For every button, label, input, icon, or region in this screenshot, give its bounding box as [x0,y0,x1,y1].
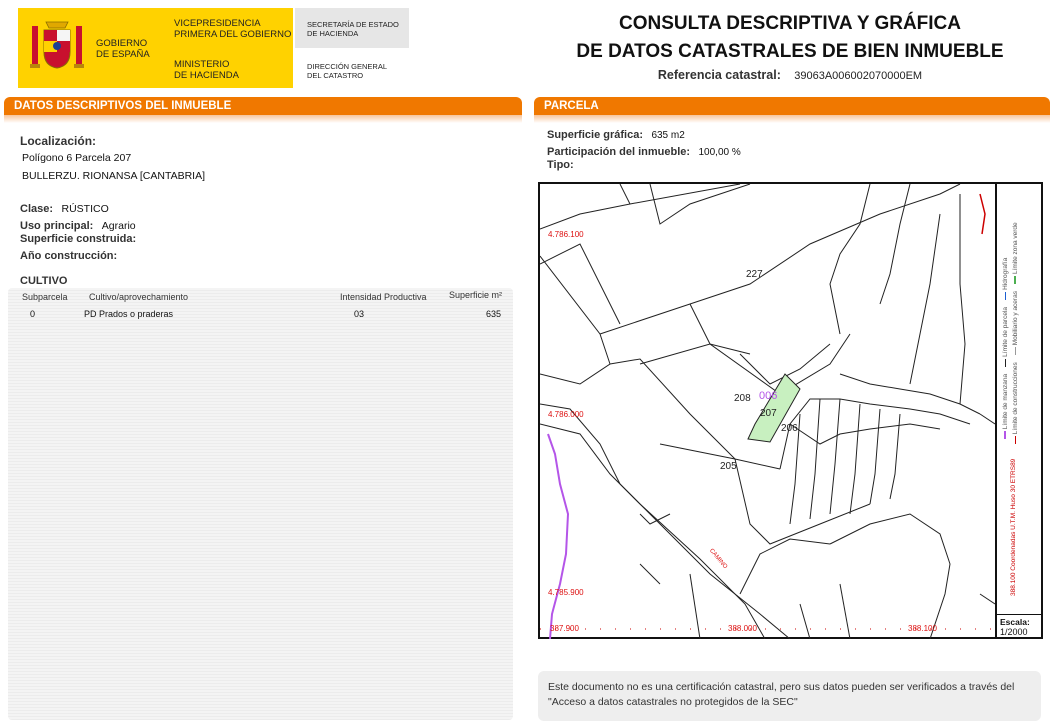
parcel-207-label: 207 [760,408,777,419]
ref-value: 39063A006002070000EM [794,70,923,82]
title-line2: DE DATOS CATASTRALES DE BIEN INMUEBLE [576,41,1004,62]
x-label-mid: 388.000 [728,624,757,633]
legend-swatch-hidrografia [1005,292,1006,300]
clase-row [20,199,109,217]
x-label-left: 387.900 [550,624,579,633]
secretariat [307,20,399,38]
government-logo-block [18,8,164,88]
legend-col-1 [1002,259,1009,439]
vp-line2: PRIMERA DEL GOBIERNO [174,29,292,40]
col-superficie: Superficie m² [449,290,503,300]
localizacion-line1: Polígono 6 Parcela 207 [22,152,132,164]
secretariat-block [295,8,409,48]
verification-notice [538,671,1041,721]
scale-divider [996,614,1043,615]
uso-row [20,216,136,234]
parcel-205-label: 205 [720,461,737,472]
cadastral-map [538,182,1043,639]
y-label-bottom: 4.785.900 [548,588,584,597]
cell-subparcela: 0 [30,309,36,319]
legend-swatch-zona-verde [1014,276,1016,284]
col-subparcela: Subparcela [22,292,68,302]
coat-of-arms-icon [26,16,88,78]
title-line1: CONSULTA DESCRIPTIVA Y GRÁFICA [618,13,962,34]
legend-manzana: Límite de manzana [1002,373,1009,430]
directorate [307,62,387,80]
scale-label: Escala: [1000,617,1030,627]
participacion-row [547,142,741,160]
min-line2: DE HACIENDA [174,70,239,81]
cell-superficie: 635 [486,309,502,319]
legend-zona-verde: Límite zona verde [1012,222,1019,274]
legend-parcela: Límite de parcela [1002,306,1009,357]
gov-line2: DE ESPAÑA [96,49,150,60]
map-legend [996,184,1043,614]
ministry [174,59,239,81]
dg-line2: DEL CATASTRO [307,71,364,80]
road-label: CAMINO [707,547,729,571]
legend-swatch-manzana [1004,431,1006,439]
sec-line2: DE HACIENDA [307,29,359,38]
block-limit-line [548,434,568,639]
government-name [96,38,150,60]
cultivo-title: CULTIVO [20,275,68,287]
sec-line1: SECRETARÍA DE ESTADO [307,20,399,29]
col-cultivo: Cultivo/aprovechamiento [89,292,189,302]
parcela-section-title: PARCELA [544,100,599,112]
x-label-right: 388.100 [908,624,937,633]
superficie-construida-label: Superficie construida: [20,233,137,245]
coordinate-note: 388.100 Coordenadas U.T.M. Huso 30 ETRS89 [1010,458,1017,596]
tipo-label: Tipo: [547,159,574,171]
highlight-label: 006 [759,390,778,402]
notice-text: Este documento no es una certificación catastral, pero sus datos pueden ser verificados a través del "Acceso a datos catastrales no protegidos de la SEC" [548,681,1015,708]
vicepresidency [174,18,291,40]
y-label-top: 4.786.100 [548,230,584,239]
parcel-208-label: 208 [734,393,751,404]
dg-line1: DIRECCIÓN GENERAL [307,62,388,71]
document-title [540,10,1040,66]
ref-label: Referencia catastral: [657,68,781,82]
cell-cultivo: PD Prados o praderas [84,309,174,319]
part-value: 100,00 % [698,147,741,158]
cell-intensidad: 03 [354,309,365,319]
cultivo-table [8,288,513,720]
clase-label: Clase: [20,203,54,215]
parcela-header-fade [534,115,1050,123]
anio-construccion-label: Año construcción: [20,250,118,262]
parcel-206-label: 206 [781,423,798,434]
uso-label: Uso principal: [20,220,94,232]
clase-value: RÚSTICO [61,203,109,215]
sup-value: 635 m2 [651,130,685,141]
descriptive-header-fade [4,115,522,123]
parcel-227-label: 227 [746,269,763,280]
localizacion-label: Localización: [20,134,97,148]
legend-hidrografia: Hidrografía [1002,257,1009,290]
ministry-block [164,8,293,88]
legend-swatch-parcela [1005,359,1006,367]
y-label-mid: 4.786.000 [548,410,584,419]
sup-label: Superficie gráfica: [547,129,643,141]
legend-construcciones: Límite de construcciones [1012,362,1019,435]
parcela-section-header [534,97,1050,115]
descriptive-section-header [4,97,522,115]
descriptive-section-title: DATOS DESCRIPTIVOS DEL INMUEBLE [14,100,232,112]
table-row [8,306,513,322]
uso-value: Agrario [101,220,136,232]
cadastral-reference [540,68,1040,82]
gov-line1: GOBIERNO [96,38,148,49]
vp-line1: VICEPRESIDENCIA [174,18,261,29]
scale-value: 1/2000 [1000,627,1028,637]
localizacion-line2: BULLERZU. RIONANSA [CANTABRIA] [22,170,206,182]
col-intensidad: Intensidad Productiva [340,292,427,302]
min-line1: MINISTERIO [174,59,230,70]
part-label: Participación del inmueble: [547,146,691,158]
superficie-grafica-row [547,125,685,143]
legend-swatch-mobiliario [1015,347,1016,355]
legend-mobiliario: Mobiliario y aceras [1012,291,1019,346]
